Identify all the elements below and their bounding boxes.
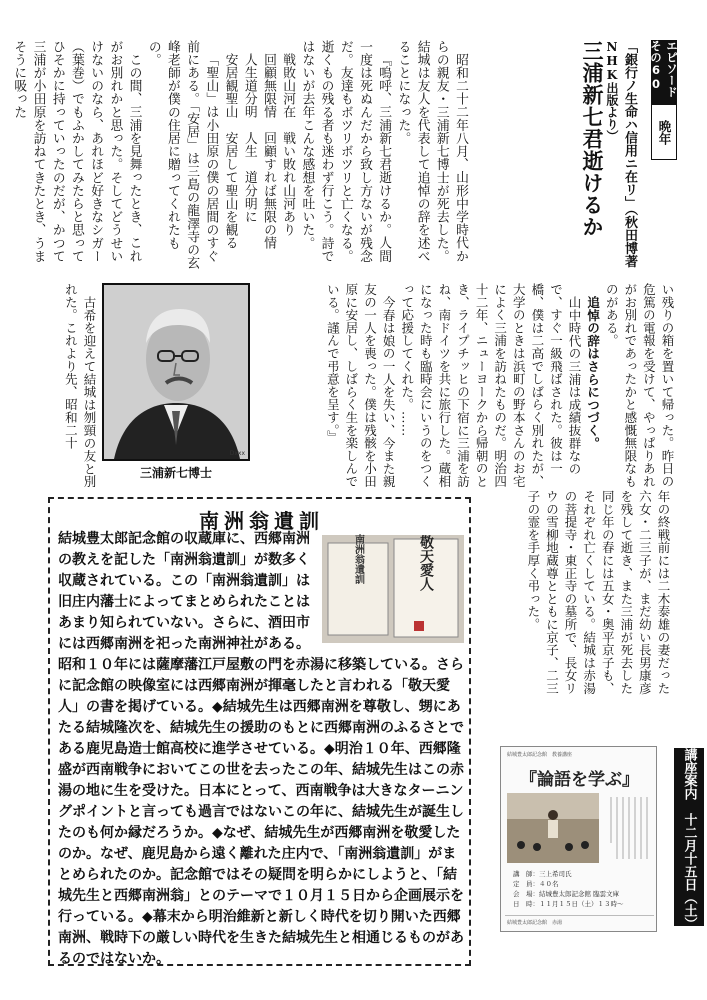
- flyer-lecturer: 講 師：三上希司氏: [513, 870, 572, 878]
- nanshu-title: 南洲翁遺訓: [199, 509, 324, 533]
- flyer-datetime: 日 時：１１月１５日（土）１３時～: [513, 900, 624, 908]
- article-body-left: [484, 490, 672, 700]
- portrait-photo: [102, 283, 250, 461]
- episode-label: エピソードその60: [651, 40, 677, 104]
- series-label: 晩年: [651, 104, 677, 160]
- flyer-capacity: 定 員：４０名: [513, 880, 559, 888]
- paragraph: 昭和二十二年八月、山形中学時代からの親友・三浦新七博士が死去した。結城は友人を代表して追悼の辞を述べることになった。: [395, 40, 468, 263]
- poem-line: 人生道分明 人生 道分明に: [241, 52, 257, 224]
- paragraph: い残りの箱を置いて帰った。昨日の危篤の電報を受けて、やっぱりあれがお別れであったかと感慨無限なものがある。: [604, 283, 675, 488]
- flyer-title: 『論語を学ぶ』: [520, 770, 639, 790]
- calligraphy-text-2: 南洲翁遺訓: [352, 534, 364, 584]
- flyer-footer: 結城豊太郎記念館 赤湯: [507, 920, 563, 926]
- article-headline: 三浦新七君逝けるか: [580, 40, 604, 238]
- lecture-label: 講座案内 十二月十五日（土）: [674, 748, 704, 926]
- paragraph: この間、三浦を見舞ったとき、これがお別れかと思った。そしてどうせいけないのなら、あれほど好きなシガー（葉巻）でもふかしてみたらと思ってひそかに持っていったのだが、かつて三浦が小田原を訪ねてきたとき、うまそうに吸った: [11, 40, 142, 263]
- paragraph: 年の終戦前には二木泰雄の妻だった六女・二三子が、まだ幼い長男康彦を残して逝き、また三浦が死去した同じ年の春には五女・奥平京子も、それぞれ亡くしている。結城は赤湯の菩提寺・東正寺の墓所で、長女リウの雪柳地蔵尊とともに京子、二三子の霊を手厚く弔った。: [525, 490, 671, 695]
- photo-caption: 三浦新七博士: [139, 466, 212, 480]
- subheading: 追悼の辞はさらにつづく。: [585, 295, 601, 450]
- book-publisher: NHK出版より）: [605, 40, 619, 142]
- nanshu-section: [48, 497, 471, 966]
- paragraph: 古希を迎えて結城は刎頸の友と別れた。これより先、昭和二十: [63, 283, 97, 488]
- poem-line: 戦敗山河在 戦い敗れ山河あり: [280, 52, 296, 237]
- lecture-flyer: [500, 746, 657, 932]
- paragraph: 『嗚呼、三浦新七君逝けるか。人間一度は死ぬんだから致し方ないが残念だ。友達もボツリボツリと亡くなる。逝くもの残る者も迷わず行こう。詩ではないが去年こんな感想を吐いた。: [299, 40, 392, 263]
- calligraphy-photo: [322, 535, 464, 643]
- lecture-photo: [507, 793, 599, 863]
- flyer-org: 結城豊太郎記念館 教養講座: [507, 752, 573, 758]
- book-source: 「銀行ノ生命ハ信用ニ在リ」（秋田博著: [622, 40, 637, 268]
- nanshu-body: [58, 529, 464, 965]
- paragraph: 山中時代の三浦は成績抜群なので、すぐ一級飛ばされた。彼は一橋、僕は二高でしばらく別れたが、大学のときは浜町の野本さんのお宅によく三浦を訪ねたものだ。明治四十二年、ニューヨークから帰朝のとき、ライプチッヒの下宿に三浦を訪ね、南ドイツを共に旅行した。蔵相になった時も臨時会にいうのをつくって応援してくれた。……: [399, 283, 583, 488]
- flyer-venue: 会 場：結城豊太郎記念館 臨雲文庫: [513, 890, 620, 898]
- flyer-text-block: [603, 793, 653, 863]
- calligraphy-illustration: [322, 535, 464, 643]
- portrait-illustration: [104, 285, 248, 459]
- calligraphy-text-1: 敬天愛人: [418, 535, 434, 591]
- poem-line: 回顧無限情 回顧すれば無限の情: [260, 52, 276, 250]
- paragraph: 「聖山」は小田原の僕の居間のすぐ前にある。「安居」は三島の龍澤寺の玄峰老師が僕の住居に贈ってくれたもの。: [145, 40, 219, 270]
- paragraph: 今春は娘の一人を失い、今また親友の一人を喪った。僕は残骸を小田原に安居し、しばらく生を楽しんでいる。謹んで弔意を呈す。』: [325, 283, 397, 488]
- photo-credit: Dxxx: [229, 450, 245, 457]
- article-body-strip: [48, 283, 98, 493]
- poem-line: 安居観聖山 安居して聖山を観る: [222, 52, 238, 250]
- article-body-right: [11, 40, 470, 274]
- article-body-middle: [258, 283, 676, 498]
- nanshu-paragraph: 結城豊太郎記念館の収蔵庫に、西郷南洲の教えを記した「南洲翁遺訓」が数多く収蔵されている。この「南洲翁遺訓」は旧庄内藩士によってまとめられたことはあまり知られていない。さらに、酒田市には西郷南洲を祀った南洲神社がある。昭和１０年には薩摩藩江戸屋敷の門を赤湯に移築している。さらに記念館の映像室には西郷南洲が揮毫したと言われる「敬天愛人」の書を掲げている。◆結城先生は西郷南洲を尊敬し、甥にあたる結城隆次を、結城先生の援助のもとに西郷南洲のふるさとである鹿児島造士館高校に進学させている。◆明治１０年、西郷隆盛が西南戦争においてこの世を去ったこの年、結城先生はこの赤湯の地に生を受けた。日本にとって、西南戦争は大きなターニングポイントと言っても過言ではないこの年に、結城先生が誕生したのも何か縁だろうか。◆なぜ、結城先生が西郷南洲を敬愛したのか。なぜ、鹿児島から遠く離れた庄内で、「南洲翁遺訓」がまとめられたのか。記念館ではその疑問を明らかにしようと、「結城先生と西郷南洲翁」とのテーマで１０月１５日から企画展示を行っている。◆幕末から明治維新と新しく時代を切り開いた西郷南洲、戦時下の厳しい時代を生きた結城先生と相通じるものがあるのではないか。: [58, 531, 464, 967]
